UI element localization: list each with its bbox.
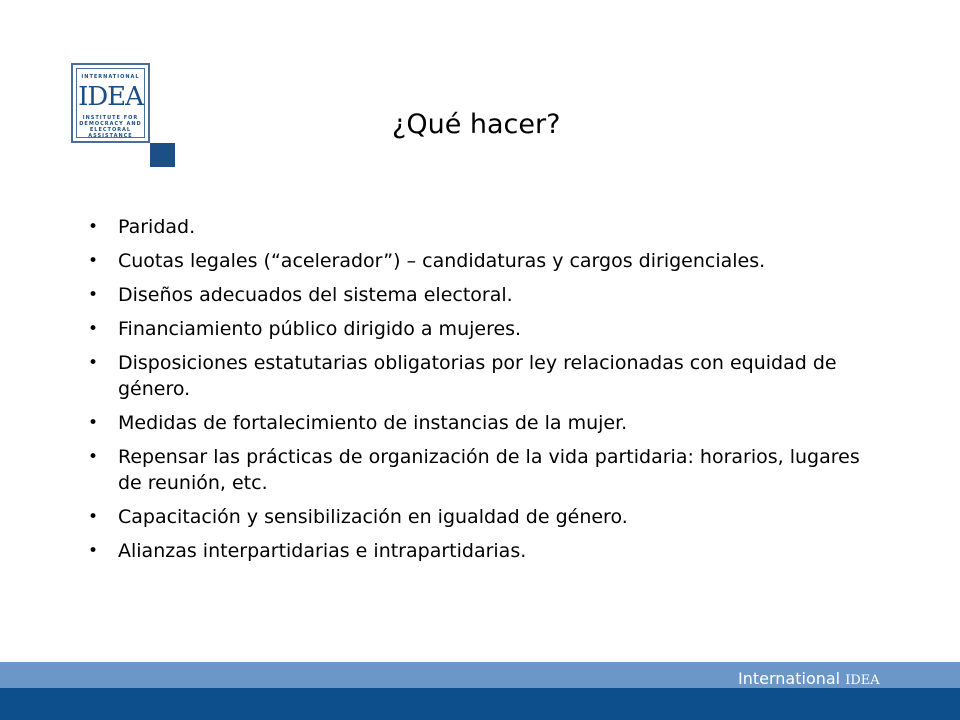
bullet-item (88, 410, 888, 436)
logo-line-3: ELECTORAL (89, 127, 132, 133)
bullet-icon: • (88, 447, 99, 467)
bullet-icon: • (88, 217, 99, 237)
bullet-icon: • (88, 319, 99, 339)
bullet-text: Diseños adecuados del sistema electoral. (118, 284, 513, 306)
bullet-text: Repensar las prácticas de organización de la vida partidaria: horarios, lugares de reunión, etc. (118, 446, 860, 494)
bullet-icon: • (88, 541, 99, 561)
bullet-item (88, 504, 888, 530)
bullet-item (88, 248, 888, 274)
bullet-item (88, 214, 888, 240)
bullet-text: Disposiciones estatutarias obligatorias por ley relacionadas con equidad de género. (118, 352, 837, 400)
logo-accent-square (150, 143, 175, 167)
bullet-icon: • (88, 285, 99, 305)
idea-logo (71, 63, 150, 143)
bullet-text: Paridad. (118, 216, 196, 238)
bullet-item (88, 282, 888, 308)
bullet-icon: • (88, 251, 99, 271)
footer-brand-text: International (738, 669, 841, 688)
bullet-item (88, 316, 888, 342)
logo-line-1: INSTITUTE FOR (82, 115, 139, 121)
slide-title: ¿Qué hacer? (392, 109, 561, 140)
bullet-icon: • (88, 413, 99, 433)
logo-line-4: ASSISTANCE (88, 133, 133, 139)
footer-brand (738, 668, 880, 692)
bullet-item (88, 444, 888, 496)
bullet-icon: • (88, 507, 99, 527)
logo-frame (76, 68, 145, 138)
bullet-text: Capacitación y sensibilización en igualdad de género. (118, 506, 628, 528)
logo-international-text: INTERNATIONAL (81, 74, 140, 80)
bullet-item (88, 350, 888, 402)
bullet-text: Cuotas legales (“acelerador”) – candidaturas y cargos dirigenciales. (118, 250, 766, 272)
bullet-text: Financiamiento público dirigido a mujeres. (118, 318, 522, 340)
bullet-icon: • (88, 353, 99, 373)
footer-brand-small: IDEA (845, 673, 880, 688)
bullet-list (88, 214, 888, 572)
bullet-text: Alianzas interpartidarias e intrapartidarias. (118, 540, 527, 562)
logo-idea-word: IDEA (78, 82, 143, 112)
footer-band-dark (0, 688, 960, 720)
logo-line-2: DEMOCRACY AND (79, 121, 142, 127)
bullet-item (88, 538, 888, 564)
bullet-text: Medidas de fortalecimiento de instancias de la mujer. (118, 412, 628, 434)
